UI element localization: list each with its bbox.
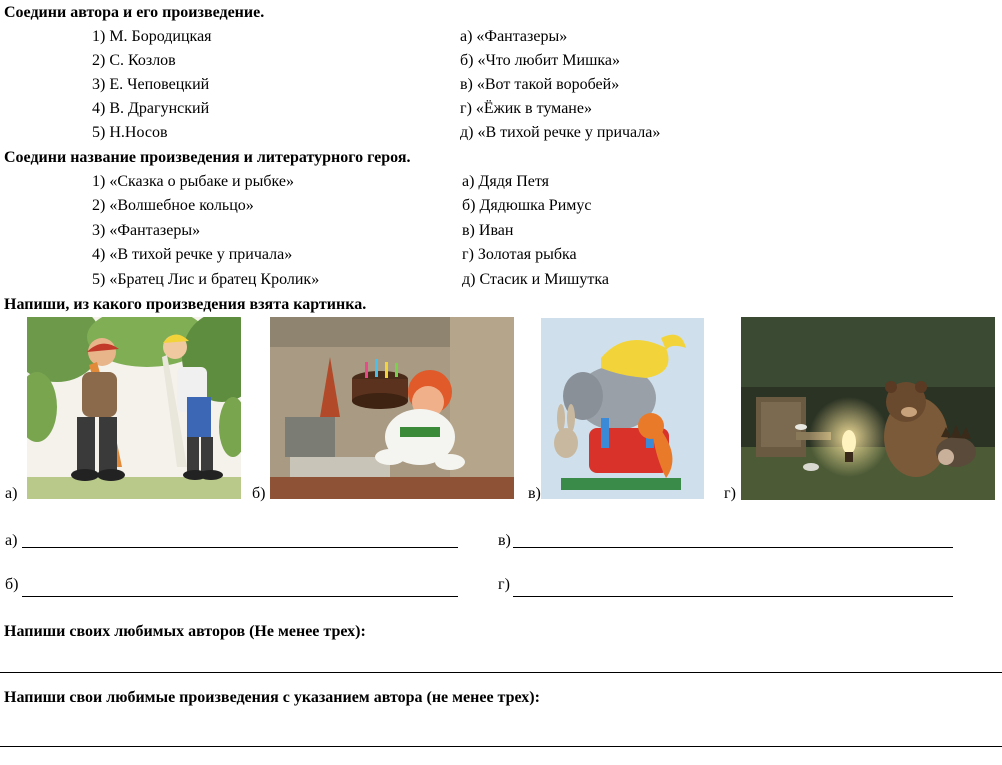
list-item: 2) «Волшебное кольцо» xyxy=(92,197,254,214)
list-item: г) «Ёжик в тумане» xyxy=(460,100,592,117)
carlson-with-cake-illustration xyxy=(270,317,514,499)
section2-title: Соедини название произведения и литературного героя. xyxy=(4,149,411,166)
answer-label-g: г) xyxy=(498,576,510,593)
picture-label: а) xyxy=(5,485,18,502)
picture-label: г) xyxy=(724,485,736,502)
hedgehog-and-bear-illustration xyxy=(741,317,995,500)
picture-label: б) xyxy=(252,485,266,502)
section3-title: Напиши, из какого произведения взята картинка. xyxy=(4,296,367,313)
section1-title: Соедини автора и его произведение. xyxy=(4,4,265,21)
list-item: 4) «В тихой речке у причала» xyxy=(92,246,293,263)
answer-line-a[interactable] xyxy=(22,547,458,548)
answer-line-g[interactable] xyxy=(513,596,953,597)
list-item: а) «Фантазеры» xyxy=(460,28,568,45)
answer-line-v[interactable] xyxy=(513,547,953,548)
list-item: 1) М. Бородицкая xyxy=(92,28,212,45)
favorite-works-line[interactable] xyxy=(0,746,1002,747)
section4-title: Напиши своих любимых авторов (Не менее трех): xyxy=(4,623,366,640)
answer-label-v: в) xyxy=(498,532,511,549)
list-item: 3) «Фантазеры» xyxy=(92,222,201,239)
list-item: в) Иван xyxy=(462,222,514,239)
list-item: б) «Что любит Мишка» xyxy=(460,52,621,69)
answer-line-b[interactable] xyxy=(22,596,458,597)
list-item: 1) «Сказка о рыбаке и рыбке» xyxy=(92,173,294,190)
list-item: 5) Н.Носов xyxy=(92,124,168,141)
list-item: в) «Вот такой воробей» xyxy=(460,76,620,93)
list-item: г) Золотая рыбка xyxy=(462,246,577,263)
section5-title: Напиши свои любимые произведения с указанием автора (не менее трех): xyxy=(4,689,540,706)
list-item: а) Дядя Петя xyxy=(462,173,549,190)
list-item: д) «В тихой речке у причала» xyxy=(460,124,661,141)
list-item: б) Дядюшка Римус xyxy=(462,197,592,214)
answer-label-a: а) xyxy=(5,532,18,549)
answer-label-b: б) xyxy=(5,576,19,593)
elephant-and-animals-illustration xyxy=(541,318,704,499)
list-item: 4) В. Драгунский xyxy=(92,100,210,117)
bearded-man-and-boy-illustration xyxy=(27,317,241,499)
list-item: 5) «Братец Лис и братец Кролик» xyxy=(92,271,320,288)
list-item: 3) Е. Чеповецкий xyxy=(92,76,210,93)
picture-label: в) xyxy=(528,485,541,502)
list-item: д) Стасик и Мишутка xyxy=(462,271,609,288)
favorite-authors-line[interactable] xyxy=(0,672,1002,673)
list-item: 2) С. Козлов xyxy=(92,52,176,69)
